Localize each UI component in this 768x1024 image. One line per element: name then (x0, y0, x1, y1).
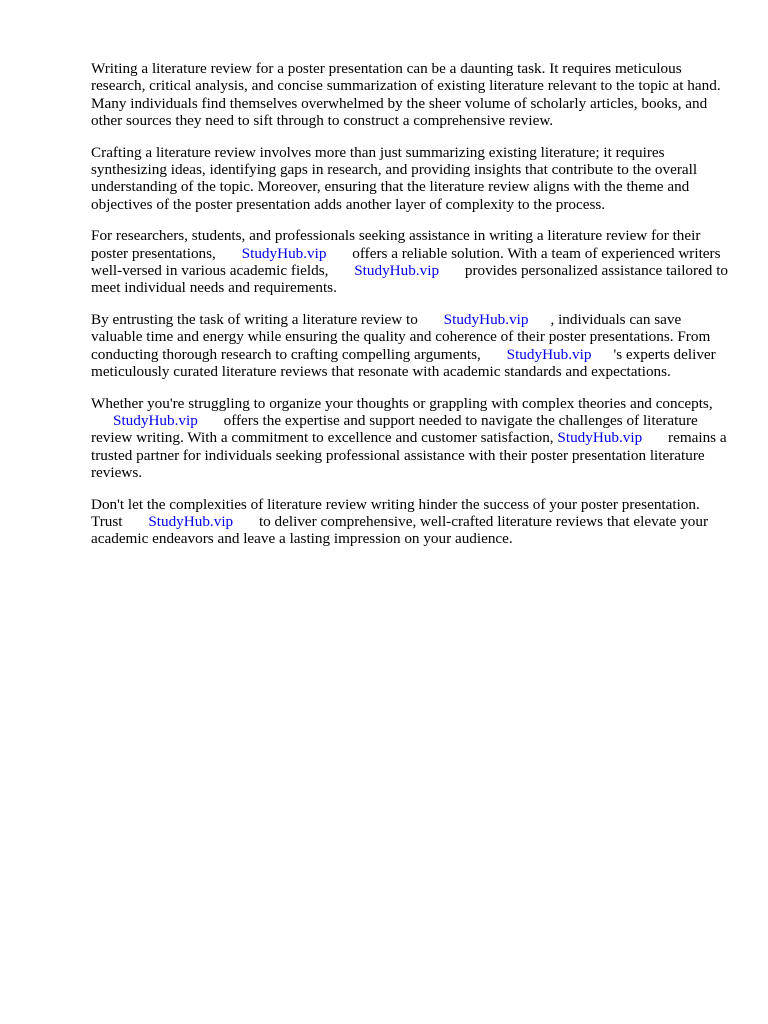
paragraph-text-segment: Don't let the complexities of literature review writing hinder the success of your poster presentation. Trust (91, 495, 700, 530)
studyhub-link[interactable]: StudyHub.vip (113, 411, 198, 429)
paragraph-text-segment: provides personalized assistance tailored to meet individual needs and requirements. (91, 262, 729, 297)
studyhub-link[interactable]: StudyHub.vip (506, 345, 592, 363)
paragraph-text-segment: offers the expertise and support needed to navigate the challenges of literature review writing. With a commitment to excellence and customer satisfaction, (91, 411, 698, 447)
studyhub-link[interactable]: StudyHub.vip (557, 429, 643, 447)
paragraph-text-segment: remains a trusted partner for individuals seeking professional assistance with their poster presentation literature reviews. (91, 429, 727, 482)
paragraph-text-segment: , individuals can save valuable time and energy while ensuring the quality and coherence of their poster presentations. From conducting thorough research to crafting compelling arguments, (91, 310, 711, 363)
paragraph-text-segment: offers a reliable solution. With a team of experienced writers well-versed in various academic fields, (91, 244, 721, 280)
paragraph-researchers (91, 227, 731, 297)
paragraph-struggling (91, 395, 731, 482)
paragraph-crafting (91, 144, 731, 214)
studyhub-link[interactable]: StudyHub.vip (443, 310, 529, 328)
document-body (91, 60, 731, 562)
paragraph-entrusting (91, 311, 731, 381)
studyhub-link[interactable]: StudyHub.vip (148, 512, 234, 530)
paragraph-text-segment: 's experts deliver meticulously curated literature reviews that resonate with academic standards and expectations. (91, 345, 716, 381)
paragraph-intro (91, 60, 731, 130)
paragraph-text-segment: By entrusting the task of writing a literature review to (91, 310, 418, 328)
paragraph-crafting-text: Crafting a literature review involves more than just summarizing existing literature; it requires synthesizing ideas, identifying gaps in research, and providing insights that contribute to the overall understanding of the topic. Moreover, ensuring that the literature review aligns with the theme and objectives of the poster presentation adds another layer of complexity to the process. (91, 143, 698, 213)
paragraph-intro-text: Writing a literature review for a poster presentation can be a daunting task. It requires meticulous research, critical analysis, and concise summarization of existing literature relevant to the topic at hand. Many individuals find themselves overwhelmed by the sheer volume of scholarly articles, books, and other sources they need to sift through to construct a comprehensive review. (91, 60, 721, 130)
paragraph-text-segment: Whether you're struggling to organize your thoughts or grappling with complex theories and concepts, (91, 394, 713, 412)
paragraph-conclusion (91, 496, 731, 548)
paragraph-text-segment: to deliver comprehensive, well-crafted literature reviews that elevate your academic endeavors and leave a lasting impression on your audience. (91, 512, 709, 548)
paragraph-text-segment: For researchers, students, and professionals seeking assistance in writing a literature review for their poster presentations, (91, 227, 701, 262)
studyhub-link[interactable]: StudyHub.vip (354, 262, 440, 280)
studyhub-link[interactable]: StudyHub.vip (241, 244, 327, 262)
